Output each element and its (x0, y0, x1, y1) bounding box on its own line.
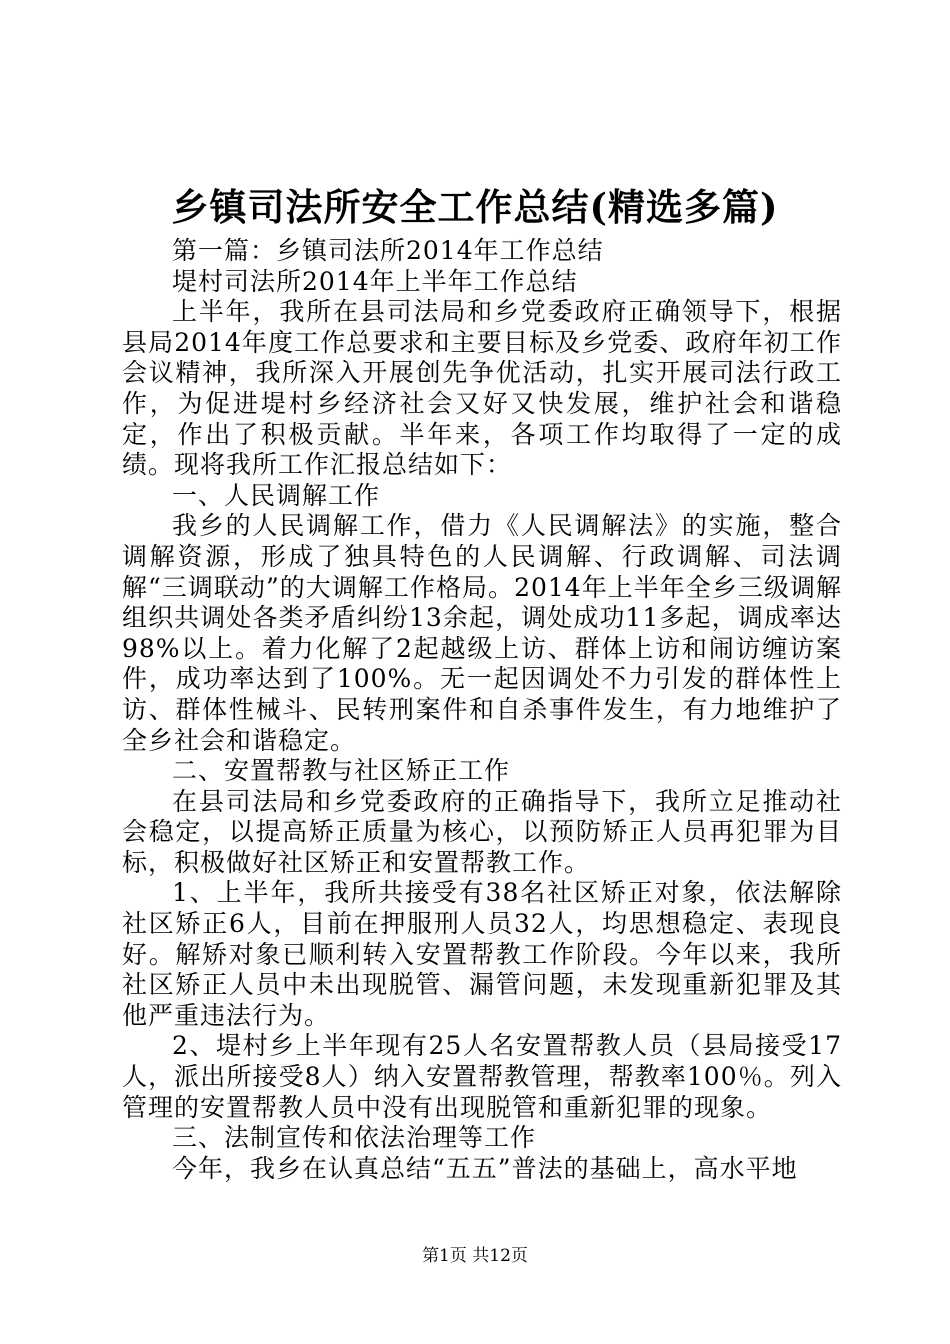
document-title: 乡镇司法所安全工作总结(精选多篇) (171, 185, 779, 229)
section-heading-correction: 二、安置帮教与社区矫正工作 (172, 756, 511, 786)
report-title: 堤村司法所2014年上半年工作总结 (172, 266, 578, 296)
page-number: 第1页 共12页 (422, 1246, 528, 1266)
document-body (122, 236, 842, 1184)
mediation-paragraph: 我乡的人民调解工作，借力《人民调解法》的实施，整合调解资源，形成了独具特色的人民调解、行政调解、司法调解“三调联动”的大调解工作格局。2014年上半年全乡三级调解组织共调处各类矛盾纠纷13余起，调处成功11多起，调成率达98%以上。着力化解了2起越级上访、群体上访和闹访缠访案件，成功率达到了100%。无一起因调处不力引发的群体性上访、群体性械斗、民转刑案件和自杀事件发生，有力地维护了全乡社会和谐稳定。 (122, 511, 842, 755)
section-heading-legal-publicity: 三、法制宣传和依法治理等工作 (172, 1123, 537, 1153)
section-heading-mediation: 一、人民调解工作 (172, 480, 381, 510)
chapter-heading: 第一篇：乡镇司法所2014年工作总结 (172, 236, 604, 265)
intro-paragraph: 上半年，我所在县司法局和乡党委政府正确领导下，根据县局2014年度工作总要求和主要目标及乡党委、政府年初工作会议精神，我所深入开展创先争优活动，扎实开展司法行政工作，为促进堤村乡经济社会又好又快发展，维护社会和谐稳定，作出了积极贡献。半年来，各项工作均取得了一定的成绩。现将我所工作汇报总结如下： (122, 297, 842, 480)
correction-item-2: 2、堤村乡上半年现有25人名安置帮教人员（县局接受17人，派出所接受8人）纳入安置帮教管理，帮教率100％。列入管理的安置帮教人员中没有出现脱管和重新犯罪的现象。 (122, 1031, 842, 1122)
correction-item-1: 1、上半年，我所共接受有38名社区矫正对象，依法解除社区矫正6人，目前在押服刑人员32人，均思想稳定、表现良好。解矫对象已顺利转入安置帮教工作阶段。今年以来，我所社区矫正人员中未出现脱管、漏管问题，未发现重新犯罪及其他严重违法行为。 (122, 878, 842, 1030)
correction-paragraph: 在县司法局和乡党委政府的正确指导下，我所立足推动社会稳定，以提高矫正质量为核心，以预防矫正人员再犯罪为目标，积极做好社区矫正和安置帮教工作。 (122, 786, 842, 877)
legal-publicity-paragraph: 今年，我乡在认真总结“五五”普法的基础上，高水平地 (172, 1153, 798, 1183)
